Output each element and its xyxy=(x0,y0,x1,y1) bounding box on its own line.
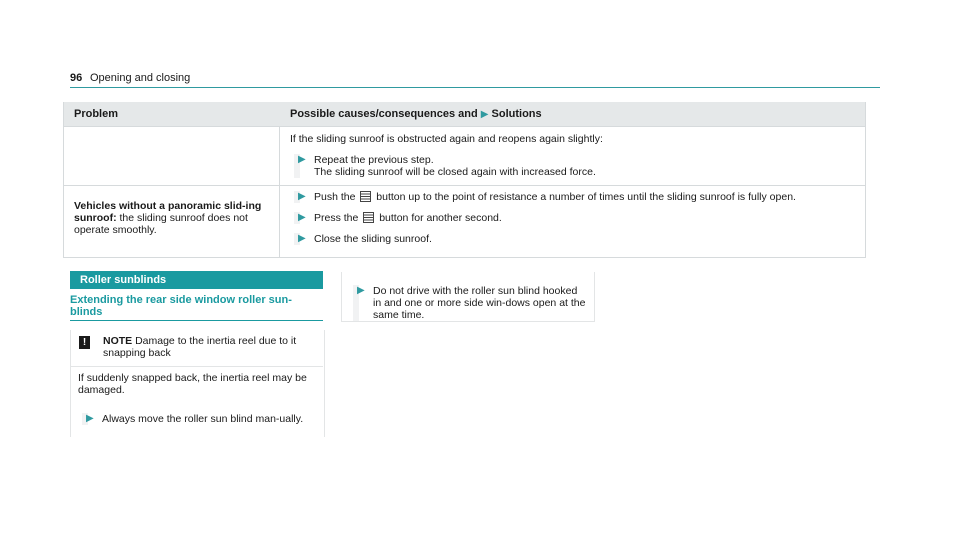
sunblind-button-icon xyxy=(363,212,374,223)
note-divider xyxy=(70,366,323,367)
problem-cell xyxy=(64,186,280,257)
col-solutions-header xyxy=(280,108,865,120)
step-item xyxy=(78,413,318,425)
problem-text: the sliding sunroof does not operate smoothly. xyxy=(74,212,248,236)
subsection-divider xyxy=(70,320,323,321)
step-text: Push the xyxy=(314,191,356,203)
step-text: The sliding sunroof will be closed again with increased force. xyxy=(314,166,596,178)
step-text: Do not drive with the roller sun blind hooked in and one or more side win-dows open at the same time. xyxy=(373,285,586,321)
play-arrow-icon: ▶ xyxy=(298,154,306,165)
play-arrow-icon: ▶ xyxy=(298,191,306,202)
subsection-heading: Extending the rear side window roller sun-blinds xyxy=(70,294,292,318)
note-title xyxy=(103,335,313,359)
table-row xyxy=(64,126,865,185)
play-arrow-icon: ▶ xyxy=(298,212,306,223)
play-arrow-icon: ▶ xyxy=(357,285,365,296)
col-solutions-tail: Solutions xyxy=(491,108,542,120)
problem-cell xyxy=(64,127,280,185)
note-label: NOTE xyxy=(103,335,133,347)
page-number: 96 xyxy=(70,72,83,84)
play-arrow-icon: ▶ xyxy=(86,413,94,424)
header-divider xyxy=(70,87,880,88)
step-text: Always move the roller sun blind man-ually. xyxy=(102,413,304,425)
solution-cell xyxy=(280,186,865,257)
problem-solution-table xyxy=(63,102,866,258)
table-row xyxy=(64,185,865,257)
step-item xyxy=(349,285,587,321)
step-text: button up to the point of resistance a number of times until the sliding sunroof is fully open. xyxy=(376,191,796,203)
step-item xyxy=(290,212,857,224)
play-arrow-icon: ▶ xyxy=(480,109,489,120)
play-arrow-icon: ▶ xyxy=(298,233,306,244)
section-heading: Roller sunblinds xyxy=(70,271,323,289)
step-item xyxy=(290,191,857,203)
problem-bold: Vehicles without a panoramic slid-ing sunroof: xyxy=(74,200,262,224)
step-text: Press the xyxy=(314,212,359,224)
row1-intro: If the sliding sunroof is obstructed again and reopens again slightly: xyxy=(290,133,603,145)
table-header xyxy=(64,102,865,126)
note-text: Damage to the inertia reel due to it snapping back xyxy=(103,335,297,359)
note-body: If suddenly snapped back, the inertia reel may be damaged. xyxy=(78,372,307,396)
col-problem-header: Problem xyxy=(74,108,119,120)
page-section-title: Opening and closing xyxy=(90,72,191,84)
step-item xyxy=(290,233,857,245)
step-text: button for another second. xyxy=(379,212,502,224)
step-text: Repeat the previous step. xyxy=(314,154,434,166)
sunblind-button-icon xyxy=(360,191,371,202)
step-text: Close the sliding sunroof. xyxy=(314,233,432,245)
step-item xyxy=(290,154,857,178)
exclamation-icon: ! xyxy=(79,336,90,349)
col-solutions-label: Possible causes/consequences and xyxy=(290,108,478,120)
solution-cell xyxy=(280,127,865,185)
